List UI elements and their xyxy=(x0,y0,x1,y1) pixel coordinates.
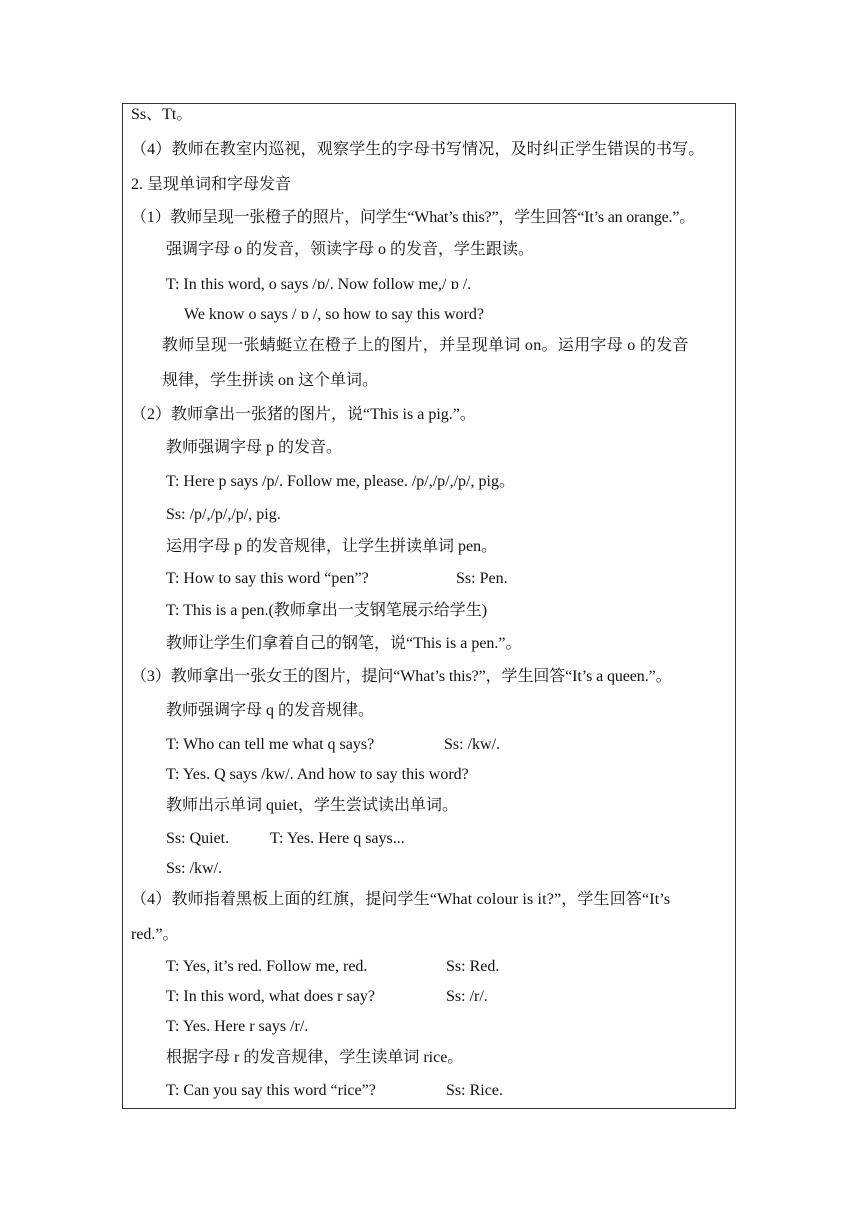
text-line: 运用字母 p 的发音规律，让学生拼读单词 pen。 xyxy=(166,538,498,555)
text-line: 根据字母 r 的发音规律，学生读单词 rice。 xyxy=(166,1049,464,1066)
text-line: T: Yes. Here r says /r/. xyxy=(166,1018,309,1035)
text-line: T: In this word, o says /ɒ/. Now follow me,/ ɒ /. xyxy=(166,276,472,293)
text-line: 教师让学生们拿着自己的钢笔，说“This is a pen.”。 xyxy=(166,635,522,652)
text-line: T: Yes. Q says /kw/. And how to say this word? xyxy=(166,766,469,783)
text-line: Ss: /kw/. xyxy=(166,860,223,877)
text-line: 教师强调字母 p 的发音。 xyxy=(166,439,343,456)
text-line: T: Can you say this word “rice”? xyxy=(166,1082,376,1099)
text-line: （4）教师在教室内巡视，观察学生的字母书写情况，及时纠正学生错误的书写。 xyxy=(131,141,705,158)
text-line: T: In this word, what does r say? xyxy=(166,988,375,1005)
text-line: 强调字母 o 的发音，领读字母 o 的发音，学生跟读。 xyxy=(166,241,535,258)
text-line: T: Yes. Here q says... xyxy=(270,830,405,847)
text-line: red.”。 xyxy=(131,926,179,943)
text-line: Ss: /p/,/p/,/p/, pig. xyxy=(166,506,281,523)
text-line: We know o says / ɒ /, so how to say this word? xyxy=(184,306,484,323)
text-line: Ss、Tt。 xyxy=(131,106,193,123)
text-line: Ss: Red. xyxy=(446,958,500,975)
text-line: T: This is a pen.(教师拿出一支钢笔展示给学生) xyxy=(166,602,488,619)
text-line: T: Here p says /p/. Follow me, please. /p/,/p/,/p/, pig。 xyxy=(166,473,515,490)
text-line: T: Who can tell me what q says? xyxy=(166,736,375,753)
text-line: 教师出示单词 quiet，学生尝试读出单词。 xyxy=(166,797,458,814)
text-line: Ss: /r/. xyxy=(446,988,488,1005)
text-line: Ss: Quiet. xyxy=(166,830,230,847)
text-line: 教师强调字母 q 的发音规律。 xyxy=(166,702,375,719)
text-line: （1）教师呈现一张橙子的照片，问学生“What’s this?”，学生回答“It’s an orange.”。 xyxy=(131,209,696,226)
text-line: 规律，学生拼读 on 这个单词。 xyxy=(162,372,379,389)
text-line: T: Yes, it’s red. Follow me, red. xyxy=(166,958,368,975)
text-line: 2. 呈现单词和字母发音 xyxy=(131,176,292,193)
text-line: T: How to say this word “pen”? xyxy=(166,570,369,587)
text-line: Ss: Rice. xyxy=(446,1082,503,1099)
text-line: （2）教师拿出一张猪的图片，说“This is a pig.”。 xyxy=(131,406,476,423)
text-line: Ss: /kw/. xyxy=(444,736,501,753)
text-line: （3）教师拿出一张女王的图片，提问“What’s this?”，学生回答“It’s a queen.”。 xyxy=(131,668,672,685)
text-line: 教师呈现一张蜻蜓立在橙子上的图片，并呈现单词 on。运用字母 o 的发音 xyxy=(162,337,689,354)
text-line: Ss: Pen. xyxy=(456,570,508,587)
text-line: （4）教师指着黑板上面的红旗，提问学生“What colour is it?”，学生回答“It’s xyxy=(131,891,671,908)
